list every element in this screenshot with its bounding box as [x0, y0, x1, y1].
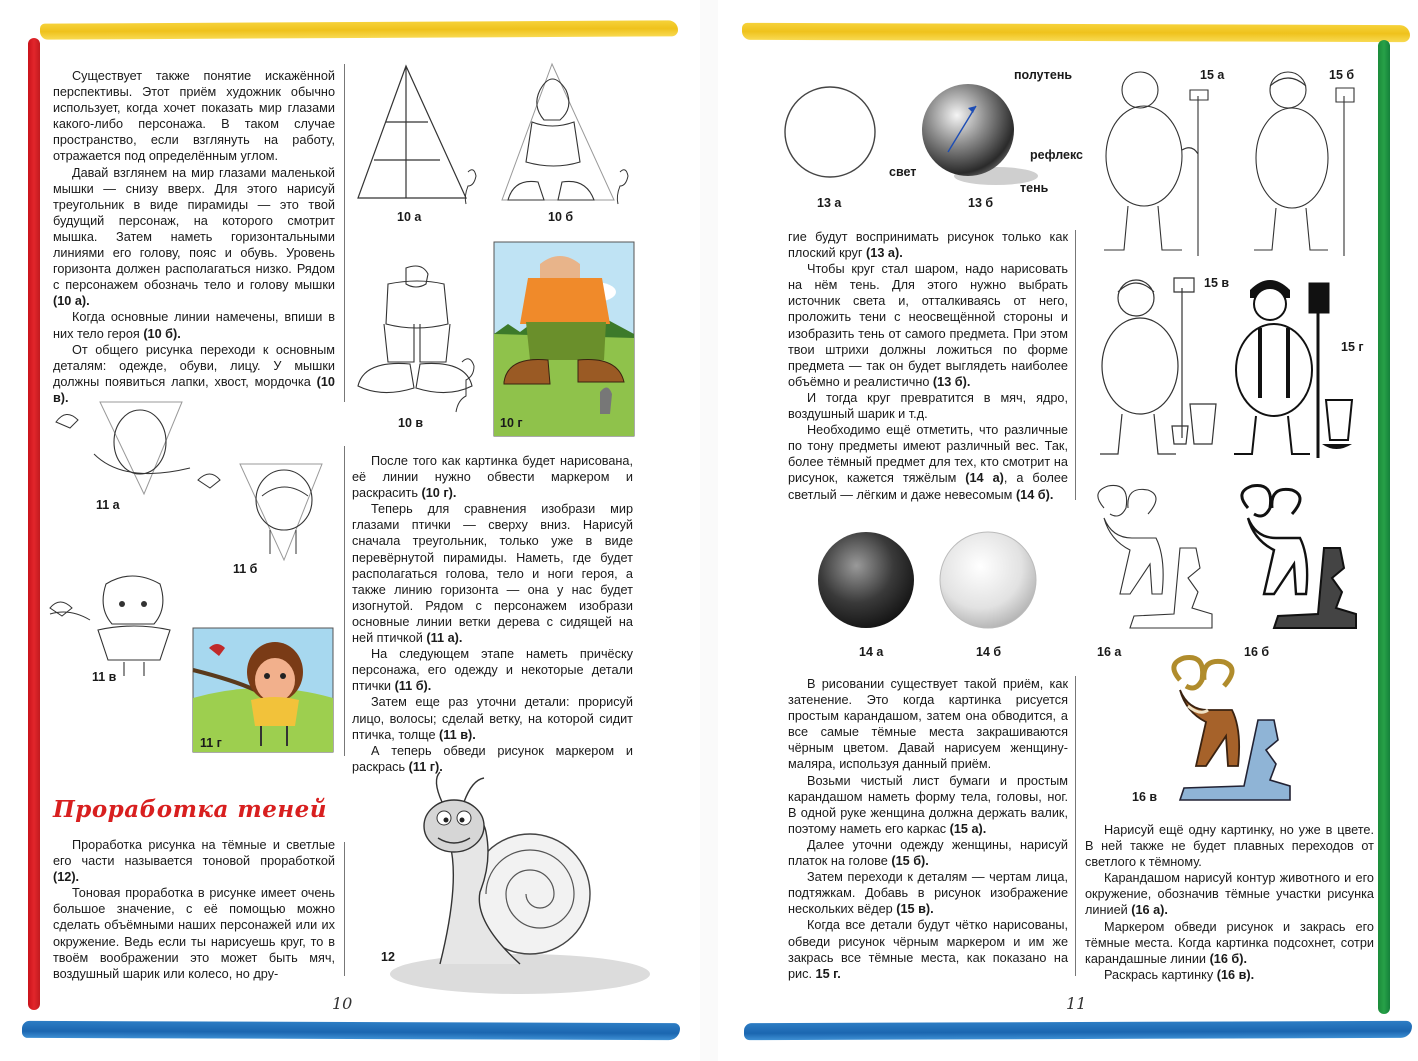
- paragraph: Когда основные линии намечены, впиши в них тело героя (10 б).: [53, 310, 335, 341]
- right-column-2-text: [1085, 822, 1374, 983]
- figure-15g-inked: [1226, 268, 1356, 464]
- paragraph: Необходимо ещё отметить, что различные по тону предметы имеют различный вес. Так, более тёмный предмет для тех, кто смотрит на рисунок, кажется тяжёлым (14 а), а более светлый — лёгким и даже невесомым (14 б).: [788, 423, 1068, 502]
- paragraph: Раскрась картинку (16 в).: [1104, 967, 1255, 982]
- figure-16v-colored: [1158, 660, 1306, 810]
- figure-11a-sketch: [48, 398, 193, 503]
- figure-label: 16 а: [1097, 645, 1122, 659]
- figure-14a-dark-sphere: [814, 528, 920, 638]
- figure-13b-shaded-sphere: [914, 76, 1044, 196]
- red-brush-stroke: [28, 38, 40, 1010]
- figure-label: 12: [381, 950, 395, 964]
- paragraph: После того как картинка будет нарисована, её линии нужно обвести маркером и раскрасить (10 г).: [352, 454, 633, 501]
- paragraph: Существует также понятие искажённой перспективы. Этот приём художник обычно использует, когда хочет показать мир глазами какого-либо персонажа. В таком случае пространство, если взглянуть на работу, отражается под определённым углом.: [53, 69, 335, 164]
- figure-label: 10 г: [500, 416, 523, 430]
- figure-12-snail: [380, 768, 660, 1002]
- page-gutter: [700, 0, 718, 1061]
- figure-16a-sketch: [1084, 488, 1226, 638]
- figure-label: 13 б: [968, 196, 994, 210]
- left-column-1-text: [53, 68, 335, 406]
- paragraph: Маркером обведи рисунок и закрась его тёмные места. Когда картинка подсохнет, сотри карандашные линии (16 б).: [1085, 919, 1374, 966]
- paragraph: Когда все детали будут чётко нарисованы, обведи рисунок чёрным маркером и им же закрась все тёмные места, как показано на рис. 15 г.: [788, 918, 1068, 981]
- figure-11b-sketch: [188, 460, 333, 565]
- paragraph: Тоновая проработка в рисунке имеет очень большое значение, с её помощью можно сделать объёмными наших персонажей или их окружение. Ведь если ты нарисуешь круг, то в твоём воображении это может быть мяч, воздушный шарик или колесо, но дру-: [53, 886, 335, 981]
- figure-16b-inked: [1230, 488, 1370, 638]
- paragraph: Затем переходи к деталям — чертам лица, подтяжкам. Добавь в рисунок изображение нескольких вёдер (15 в).: [788, 870, 1068, 917]
- figure-10g-colored: [494, 242, 634, 436]
- figure-15b-sketch: [1248, 66, 1378, 262]
- figure-13a-circle: [782, 82, 878, 182]
- annotation-reflex: рефлекс: [1030, 148, 1083, 162]
- paragraph: Давай взглянем на мир глазами маленькой мышки — снизу вверх. Для этого нарисуй треугольник в виде пирамиды — это твой будущий персонаж, на которого смотрит мышка. Затем наметь горизонтальными линиями его голову, пояс и обувь. Уровень горизонта должен располагаться низко. Рядом с персонажем обозначь тело и голову мышки (10 а).: [53, 165, 335, 309]
- paragraph: Карандашом нарисуй контур животного и его окружение, обозначив тёмные участки рисунка линией (16 а).: [1085, 871, 1374, 918]
- figure-label: 15 в: [1204, 276, 1230, 290]
- figure-label: 16 в: [1132, 790, 1158, 804]
- figure-11g-colored: [193, 628, 333, 752]
- figure-14b-light-sphere: [936, 528, 1042, 638]
- figure-10a-triangle: [348, 60, 478, 210]
- figure-label: 10 а: [397, 210, 422, 224]
- figure-15v-sketch: [1094, 268, 1222, 464]
- paragraph: Проработка рисунка на тёмные и светлые его части называется тоновой проработкой (12).: [53, 838, 335, 885]
- paragraph: На следующем этапе наметь причёску персонажа, его одежду и некоторые детали птички (11 б).: [352, 647, 633, 694]
- left-column-3-text: [53, 837, 335, 982]
- paragraph: Далее уточни одежду женщины, нарисуй платок на голове (15 б).: [788, 837, 1068, 869]
- figure-label: 10 б: [548, 210, 574, 224]
- paragraph: Нарисуй ещё одну картинку, но уже в цвете. В ней также не будет плавных переходов от светлого к тёмному.: [1085, 823, 1374, 870]
- figure-label: 13 а: [817, 196, 842, 210]
- figure-10b-sketch: [490, 60, 635, 210]
- right-column-1b-text: [788, 676, 1068, 982]
- figure-label: 11 а: [96, 498, 120, 512]
- paragraph: А теперь обведи рисунок маркером и раскрась (11 г).: [352, 743, 633, 774]
- paragraph: Теперь для сравнения изобрази мир глазами птички — сверху вниз. Нарисуй сначала треугольник, только уже в виде перевёрнутой пирамиды. Наметь, где будет располагаться голова, тело и ноги героя, а также линию горизонта — она у нас будет изогнутой. Рядом с персонажем изобрази основные линии ветки дерева с сидящей на ней птичкой (11 а).: [352, 502, 633, 646]
- green-brush-stroke: [1378, 40, 1390, 1014]
- annotation-shadow: тень: [1020, 181, 1049, 195]
- blue-brush-stroke: [22, 1021, 680, 1040]
- paragraph: В рисовании существует такой приём, как затенение. Это когда картинка рисуется простым карандашом, затем она обводится, а все самые тёмные места закрашиваются чёрным цветом. Давай нарисуем женщину-маляра, используя данный приём.: [788, 677, 1068, 772]
- figure-15a-sketch: [1098, 66, 1228, 262]
- column-rule: [1075, 676, 1076, 976]
- figure-label: 15 г: [1341, 340, 1364, 354]
- column-rule: [344, 64, 345, 402]
- left-page: [0, 0, 700, 1061]
- column-rule: [344, 446, 345, 756]
- figure-10v-sketch: [348, 262, 488, 414]
- blue-brush-stroke: [744, 1021, 1412, 1040]
- paragraph: гие будут воспринимать рисунок только как плоский круг (13 а).: [788, 230, 1068, 261]
- right-page: [718, 0, 1418, 1061]
- figure-label: 14 а: [859, 645, 884, 659]
- yellow-brush-stroke: [742, 23, 1410, 42]
- page-number: 11: [1066, 994, 1087, 1013]
- section-heading: Проработка теней: [53, 796, 327, 823]
- figure-label: 15 а: [1200, 68, 1225, 82]
- figure-label: 11 г: [200, 736, 222, 750]
- paragraph: От общего рисунка переходи к основным деталям: одежде, обуви, лицу. У мышки должны появиться лапки, хвост, мордочка (10 в).: [53, 342, 335, 405]
- paragraph: Затем еще раз уточни детали: прорисуй лицо, волосы; сделай ветку, на которой сидит птичка, толще (11 в).: [352, 695, 633, 742]
- paragraph: Возьми чистый лист бумаги и простым карандашом наметь форму тела, головы, ног. В одной руке женщина должна держать валик, поэтому наметь его каркас (15 а).: [788, 773, 1068, 836]
- right-column-1-text: [788, 229, 1068, 503]
- figure-label: 11 б: [233, 562, 258, 576]
- annotation-light: свет: [889, 165, 917, 179]
- figure-label: 15 б: [1329, 68, 1355, 82]
- annotation-penumbra: полутень: [1014, 68, 1073, 82]
- figure-label: 11 в: [92, 670, 117, 684]
- figure-label: 14 б: [976, 645, 1002, 659]
- column-rule: [1075, 230, 1076, 500]
- column-rule: [344, 842, 345, 976]
- yellow-brush-stroke: [40, 20, 678, 39]
- page-number: 10: [332, 994, 353, 1013]
- left-column-2-text: [352, 453, 633, 775]
- paragraph: Чтобы круг стал шаром, надо нарисовать на нём тень. Для этого нужно выбрать источник света и, отталкиваясь от него, проложить тени с неосвещённой стороны и изобразить тень от самого предмета. При этом твои штрихи должны ложиться по форме предмета — так он будет выглядеть наиболее объёмно и реалистично (13 б).: [788, 262, 1068, 389]
- figure-label: 10 в: [398, 416, 424, 430]
- paragraph: И тогда круг превратится в мяч, ядро, воздушный шарик и т.д.: [788, 390, 1068, 422]
- figure-11v-sketch: [46, 570, 186, 680]
- figure-label: 16 б: [1244, 645, 1270, 659]
